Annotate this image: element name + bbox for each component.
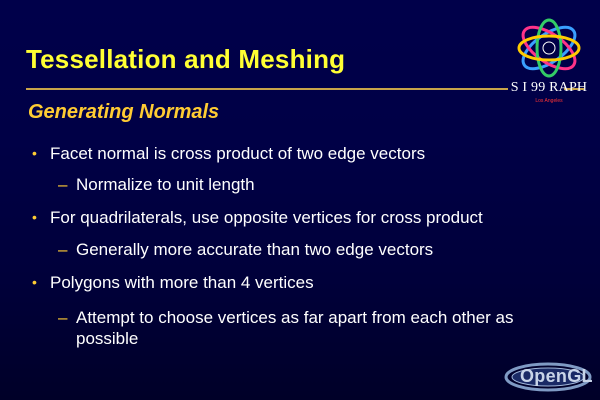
sub-bullet-text: Attempt to choose vertices as far apart from each other as possible [76, 308, 514, 348]
bullet-text: Polygons with more than 4 vertices [50, 273, 314, 292]
sub-bullet-text: Generally more accurate than two edge vectors [76, 240, 434, 259]
slide-subtitle: Generating Normals [28, 101, 220, 123]
siggraph-emblem-icon [506, 14, 592, 80]
bullet-text: Facet normal is cross product of two edge vectors [50, 144, 426, 163]
sub-bullet-text: Normalize to unit length [76, 175, 255, 194]
bullet-marker: • [32, 209, 37, 225]
bullet-marker: • [32, 145, 37, 161]
dash-marker: – [58, 240, 68, 259]
siggraph-logo [506, 14, 592, 112]
bullet-text: For quadrilaterals, use opposite vertices for cross product [50, 208, 483, 227]
dash-marker: – [58, 308, 68, 327]
siggraph-location: Los Angeles [535, 98, 563, 104]
sub-bullet-item [58, 239, 586, 260]
dash-marker: – [58, 175, 68, 194]
bullet-item [32, 207, 570, 228]
sub-bullet-item [58, 174, 586, 195]
sub-bullet-item [58, 307, 576, 349]
opengl-wordmark: OpenGL [520, 366, 593, 386]
bullet-item [32, 143, 570, 164]
title-divider [26, 88, 508, 90]
bullet-marker: • [32, 274, 37, 290]
opengl-logo [502, 360, 594, 394]
slide-title: Tessellation and Meshing [26, 44, 346, 74]
bullet-item [32, 272, 570, 293]
siggraph-wordmark: S I 99 RAPH [510, 80, 588, 95]
